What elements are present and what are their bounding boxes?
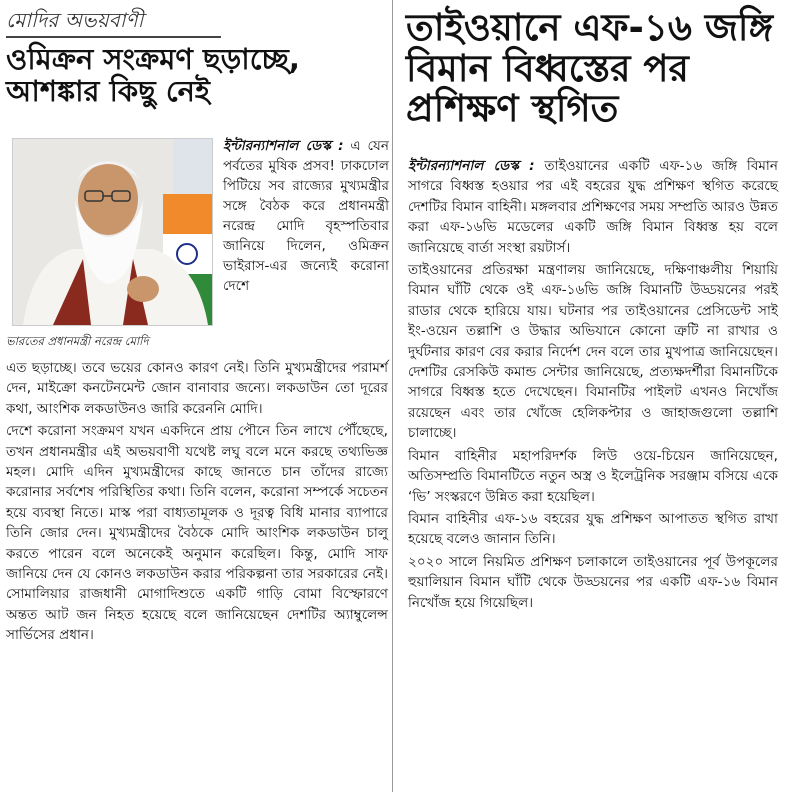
left-article — [0, 0, 393, 792]
paragraph: বিমান বাহিনীর মহাপরিদর্শক লিউ ওয়ে-চিয়েন জানিয়েছেন, অতিসম্প্রতি বিমানটিতে নতুন অস্ত্র ও ইলেট্রনিক সরঞ্জাম বসিয়ে একে ‘ভি’ সংস্করণে উন্নিত করা হয়েছিল। — [408, 447, 778, 505]
desk-label: ইন্টারন্যাশনাল ডেস্ক : — [223, 138, 344, 154]
right-body — [408, 156, 778, 615]
desk-label: ইন্টারন্যাশনাল ডেস্ক : — [408, 158, 535, 174]
right-article — [400, 0, 785, 792]
paragraph — [408, 156, 778, 258]
left-body — [6, 358, 388, 648]
lead-paragraph — [223, 136, 389, 296]
paragraph: তাইওয়ানের প্রতিরক্ষা মন্ত্রণালয় জানিয়েছে, দক্ষিণাঞ্চলীয় শিয়ায়ি বিমান ঘাঁটি থেকে ওই এফ-১৬ভি জঙ্গি বিমানটি উড্ডয়নের পরই রাডার থেকে হারিয়ে যায়। ঘটনার পর তাইওয়ানের প্রেসিডেন্ট সাই ইং-ওয়েন তল্লাশি ও উদ্ধার অভিযানে কোনো ত্রুটি না রাখার ও দুর্ঘটনার কারণ বের করার নির্দেশ দেন বলে তার মুখপাত্র জানিয়েছেন। দেশটির রেসকিউ কমান্ড সেন্টার জানিয়েছে, প্রত্যক্ষদর্শীরা বিমানটিকে সাগরে বিধ্বস্ত হতে দেখেছেন। বিমানটির পাইলট এখনও নিখোঁজ রয়েছেন এবং তার খোঁজে হেলিকপ্টার ও জাহাজগুলো তল্লাশি চালাচ্ছে। — [408, 262, 778, 442]
paragraph: এত ছড়াচ্ছে। তবে ভয়ের কোনও কারণ নেই। তিনি মুখ্যমন্ত্রীদের পরামর্শ দেন, মাইক্রো কনটেনমেন্ট জোন বানাবার জন্যে। লকডাউন তো দূরের কথা, আংশিক লকডাউনও জারি করেননি মোদি। — [6, 360, 388, 417]
modi-photo-illustration — [13, 139, 212, 325]
kicker-rule — [6, 36, 221, 38]
paragraph: বিমান বাহিনীর এফ-১৬ বহরের যুদ্ধ প্রশিক্ষণ আপাতত স্থগিত রাখা হয়েছে বলেও জানান তিনি। — [408, 510, 778, 548]
paragraph: ২০২০ সালে নিয়মিত প্রশিক্ষণ চলাকালে তাইওয়ানের পূর্ব উপকূলের হুয়ালিয়ান বিমান ঘাঁটি থেকে উড্ডয়নের পর একটি এফ-১৬ বিমান নিখোঁজ হয়ে গিয়েছিল। — [408, 553, 778, 611]
headline-left: ওমিক্রন সংক্রমণ ছড়াচ্ছে, আশঙ্কার কিছু নেই — [6, 42, 300, 108]
paragraph-text: তাইওয়ানের একটি এফ-১৬ জঙ্গি বিমান সাগরে বিধ্বস্ত হওয়ার পর এই বহরের যুদ্ধ প্রশিক্ষণ স্থগিত করেছে দেশটির বিমান বাহিনী। মঙ্গলবার প্রশিক্ষণের সময় সম্প্রতি আরও উন্নত করা এফ-১৬ভি মডেলের একটি জঙ্গি বিমান বিধ্বস্ত হয় বলে জানিয়েছে বার্তা সংস্থা রয়টার্স। — [408, 158, 778, 256]
modi-photo — [12, 138, 213, 326]
kicker: মোদির অভয়বাণী — [6, 8, 144, 32]
lead-text: এ যেন পর্বতের মুষিক প্রসব! ঢাকঢোল পিটিয়ে সব রাজ্যের মুখ্যমন্ত্রীর সঙ্গে বৈঠক করে প্রধানমন্ত্রী নরেন্দ্র মোদি বৃহস্পতিবার জানিয়ে দিলেন, ওমিক্রন ভাইরাস-এর জন্যেই করোনা দেশে — [223, 138, 390, 294]
paragraph: দেশে করোনা সংক্রমণ যখন একদিনে প্রায় পৌনে তিন লাখে পৌঁছেছে, তখন প্রধানমন্ত্রীর এই অভয়বাণী যথেষ্ট লঘু বলে মনে করছে তথ্যভিজ্ঞ মহল। মোদি এদিন মুখ্যমন্ত্রীদের কাছে জানতে চান তাঁদের রাজ্যে করোনার সর্বশেষ পরিস্থিতির কথা। তিনি বলেন, করোনা সম্পর্কে সচেতন হয়ে ব্যবস্থা নিতে। মাস্ক পরা বাধ্যতামূলক ও দূরত্ব বিধি মানার ব্যাপারে তিনি জোর দেন। মুখ্যমন্ত্রীদের বৈঠকে মোদি আংশিক লকডাউন চালু করতে পারেন বলে অনেকেই অনুমান করেছিল। কিন্তু, মোদি সাফ জানিয়ে দেন যে কোনও লকডাউন করার পরিকল্পনা তার সরকারের নেই। সোমালিয়ার রাজধানী মোগাদিশুতে একটি গাড়ি বোমা বিস্ফোরণে অন্তত আট জন নিহত হয়েছে বলে জানিয়েছেন দেশটির অ্যাম্বুলেন্স সার্ভিসের প্রধান। — [6, 423, 388, 644]
headline-right: তাইওয়ানে এফ-১৬ জঙ্গি বিমান বিধ্বস্তের পর প্রশিক্ষণ স্থগিত — [406, 6, 774, 131]
photo-caption: ভারতের প্রধানমন্ত্রী নরেন্দ্র মোদি — [6, 334, 149, 348]
